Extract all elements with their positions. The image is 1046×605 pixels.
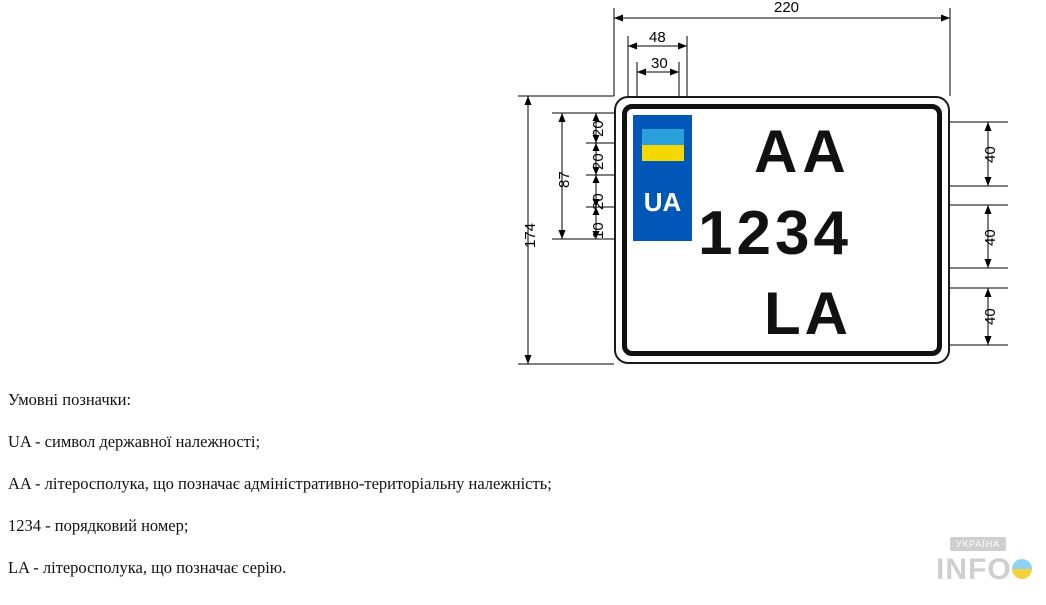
watermark-dot-icon: [1012, 559, 1032, 579]
dim-label-bottom-gap: 10: [590, 222, 607, 239]
dim-label-ua-text-height: 20: [590, 193, 607, 210]
plate-region-letters: AA: [754, 118, 851, 185]
dim-label-char-height-row3: 40: [982, 308, 999, 325]
country-code-label: UA: [643, 187, 682, 217]
watermark: [936, 537, 1032, 593]
dim-label-flag-height: 20: [590, 153, 607, 170]
watermark-main-label: INFO: [936, 553, 1012, 586]
dim-label-width-total: 220: [774, 0, 800, 16]
licence-plate: [614, 96, 950, 364]
dim-label-band-block-height: 87: [556, 171, 573, 188]
legend-item-1234: 1234 - порядковий номер;: [8, 516, 189, 535]
dim-label-flag-width: 30: [651, 55, 668, 72]
dim-label-band-width: 48: [649, 29, 666, 46]
plate-dimension-diagram: [490, 0, 1046, 385]
dim-label-char-height-row1: 40: [982, 146, 999, 163]
dim-label-flag-top-gap: 20: [590, 120, 607, 137]
ukraine-flag-icon: [642, 129, 684, 161]
watermark-top-label: УКРАЇНА: [950, 537, 1006, 551]
plate-serial-number: 1234: [698, 199, 852, 268]
legend-item-la: LA - літеросполука, що позначає серію.: [8, 558, 287, 577]
dim-label-height-total: 174: [522, 222, 539, 248]
country-identifier-band: [633, 115, 692, 241]
legend: [8, 390, 828, 600]
plate-series-letters: LA: [764, 280, 852, 347]
dim-label-char-height-row2: 40: [982, 229, 999, 246]
legend-item-ua: UA - символ державної належності;: [8, 432, 261, 451]
legend-item-aa: AA - літеросполука, що позначає адміністративно-територіальну належність;: [8, 474, 552, 493]
legend-heading: Умовні позначки:: [8, 390, 132, 409]
